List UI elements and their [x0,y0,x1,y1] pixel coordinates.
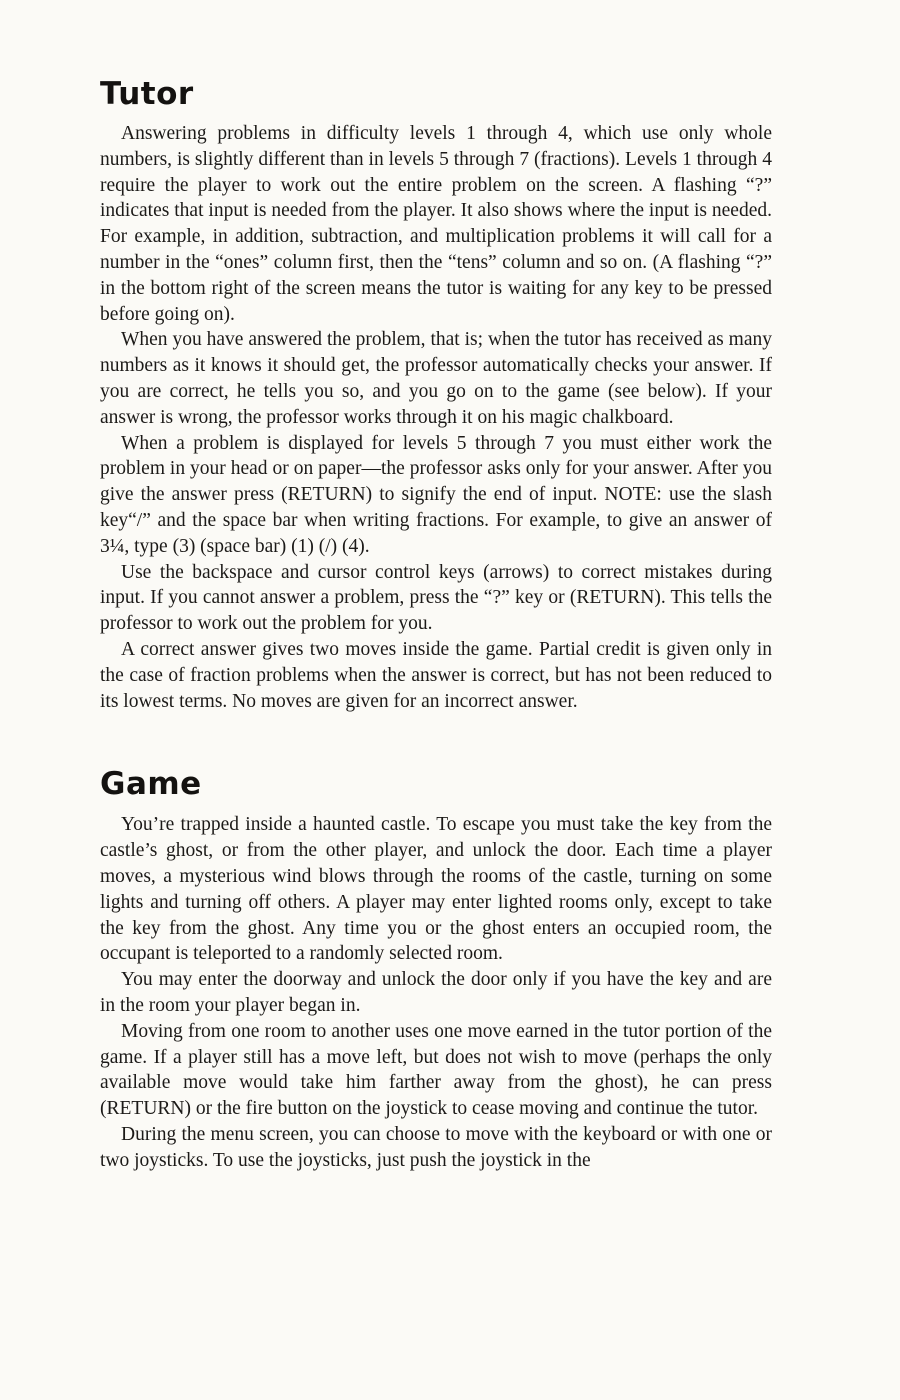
game-paragraph-joysticks: During the menu screen, you can choose to move with the keyboard or with one or two joysticks. To use the joysticks, just push the joystick in the [100,1123,772,1171]
game-heading: Game [100,766,202,803]
tutor-paragraph-checking: When you have answered the problem, that is; when the tutor has received as many numbers as it knows it should get, the professor automatically checks your answer. If you are correct, he tells you so, and you go on to the game (see below). If your answer is wrong, the professor works through it on his magic chalkboard. [100,329,772,428]
game-section [100,766,772,1173]
tutor-paragraph-fractions: When a problem is displayed for levels 5 through 7 you must either work the problem in your head or on paper—the professor asks only for your answer. After you give the answer press (RETURN) to signify the end of input. NOTE: use the slash key“/” and the space bar when writing fractions. For example, to give an answer of 3¼, type (3) (space bar) (1) (/) (4). [100,432,772,557]
tutor-section [100,76,772,714]
game-paragraph-moving: Moving from one room to another uses one move earned in the tutor portion of the game. If a player still has a move left, but does not wish to move (perhaps the only available move would take him farther away from the ghost), he can press (RETURN) or the fire button on the joystick to cease moving and continue the tutor. [100,1020,772,1120]
game-paragraph-doorway: You may enter the doorway and unlock the door only if you have the key and are in the room your player began in. [100,969,772,1016]
tutor-paragraph-corrections: Use the backspace and cursor control keys (arrows) to correct mistakes during input. If you cannot answer a problem, press the “?” key or (RETURN). This tells the professor to work out the problem for you. [100,561,772,635]
tutor-paragraph-levels: Answering problems in difficulty levels 1 through 4, which use only whole numbers, is slightly different than in levels 5 through 7 (fractions). Levels 1 through 4 require the player to work out the entire problem on the screen. A flashing “?” indicates that input is needed from the player. It also shows where the input is needed. For example, in addition, subtraction, and multiplication problems it will call for a number in the “ones” column first, then the “tens” column and so on. (A flashing “?” in the bottom right of the screen means the tutor is waiting for any key to be pressed before going on). [100,123,772,325]
tutor-heading: Tutor [100,76,194,112]
game-paragraph-castle: You’re trapped inside a haunted castle. To escape you must take the key from the castle’s ghost, or from the other player, and unlock the door. Each time a player moves, a mysterious wind blows through the rooms of the castle, turning on some lights and turning off others. A player may enter lighted rooms only, except to take the key from the ghost. Any time you or the ghost enters an occupied room, the occupant is teleported to a randomly selected room. [100,814,772,965]
tutor-paragraph-credit: A correct answer gives two moves inside the game. Partial credit is given only in the case of fraction problems when the answer is correct, but has not been reduced to its lowest terms. No moves are given for an incorrect answer. [100,638,772,712]
